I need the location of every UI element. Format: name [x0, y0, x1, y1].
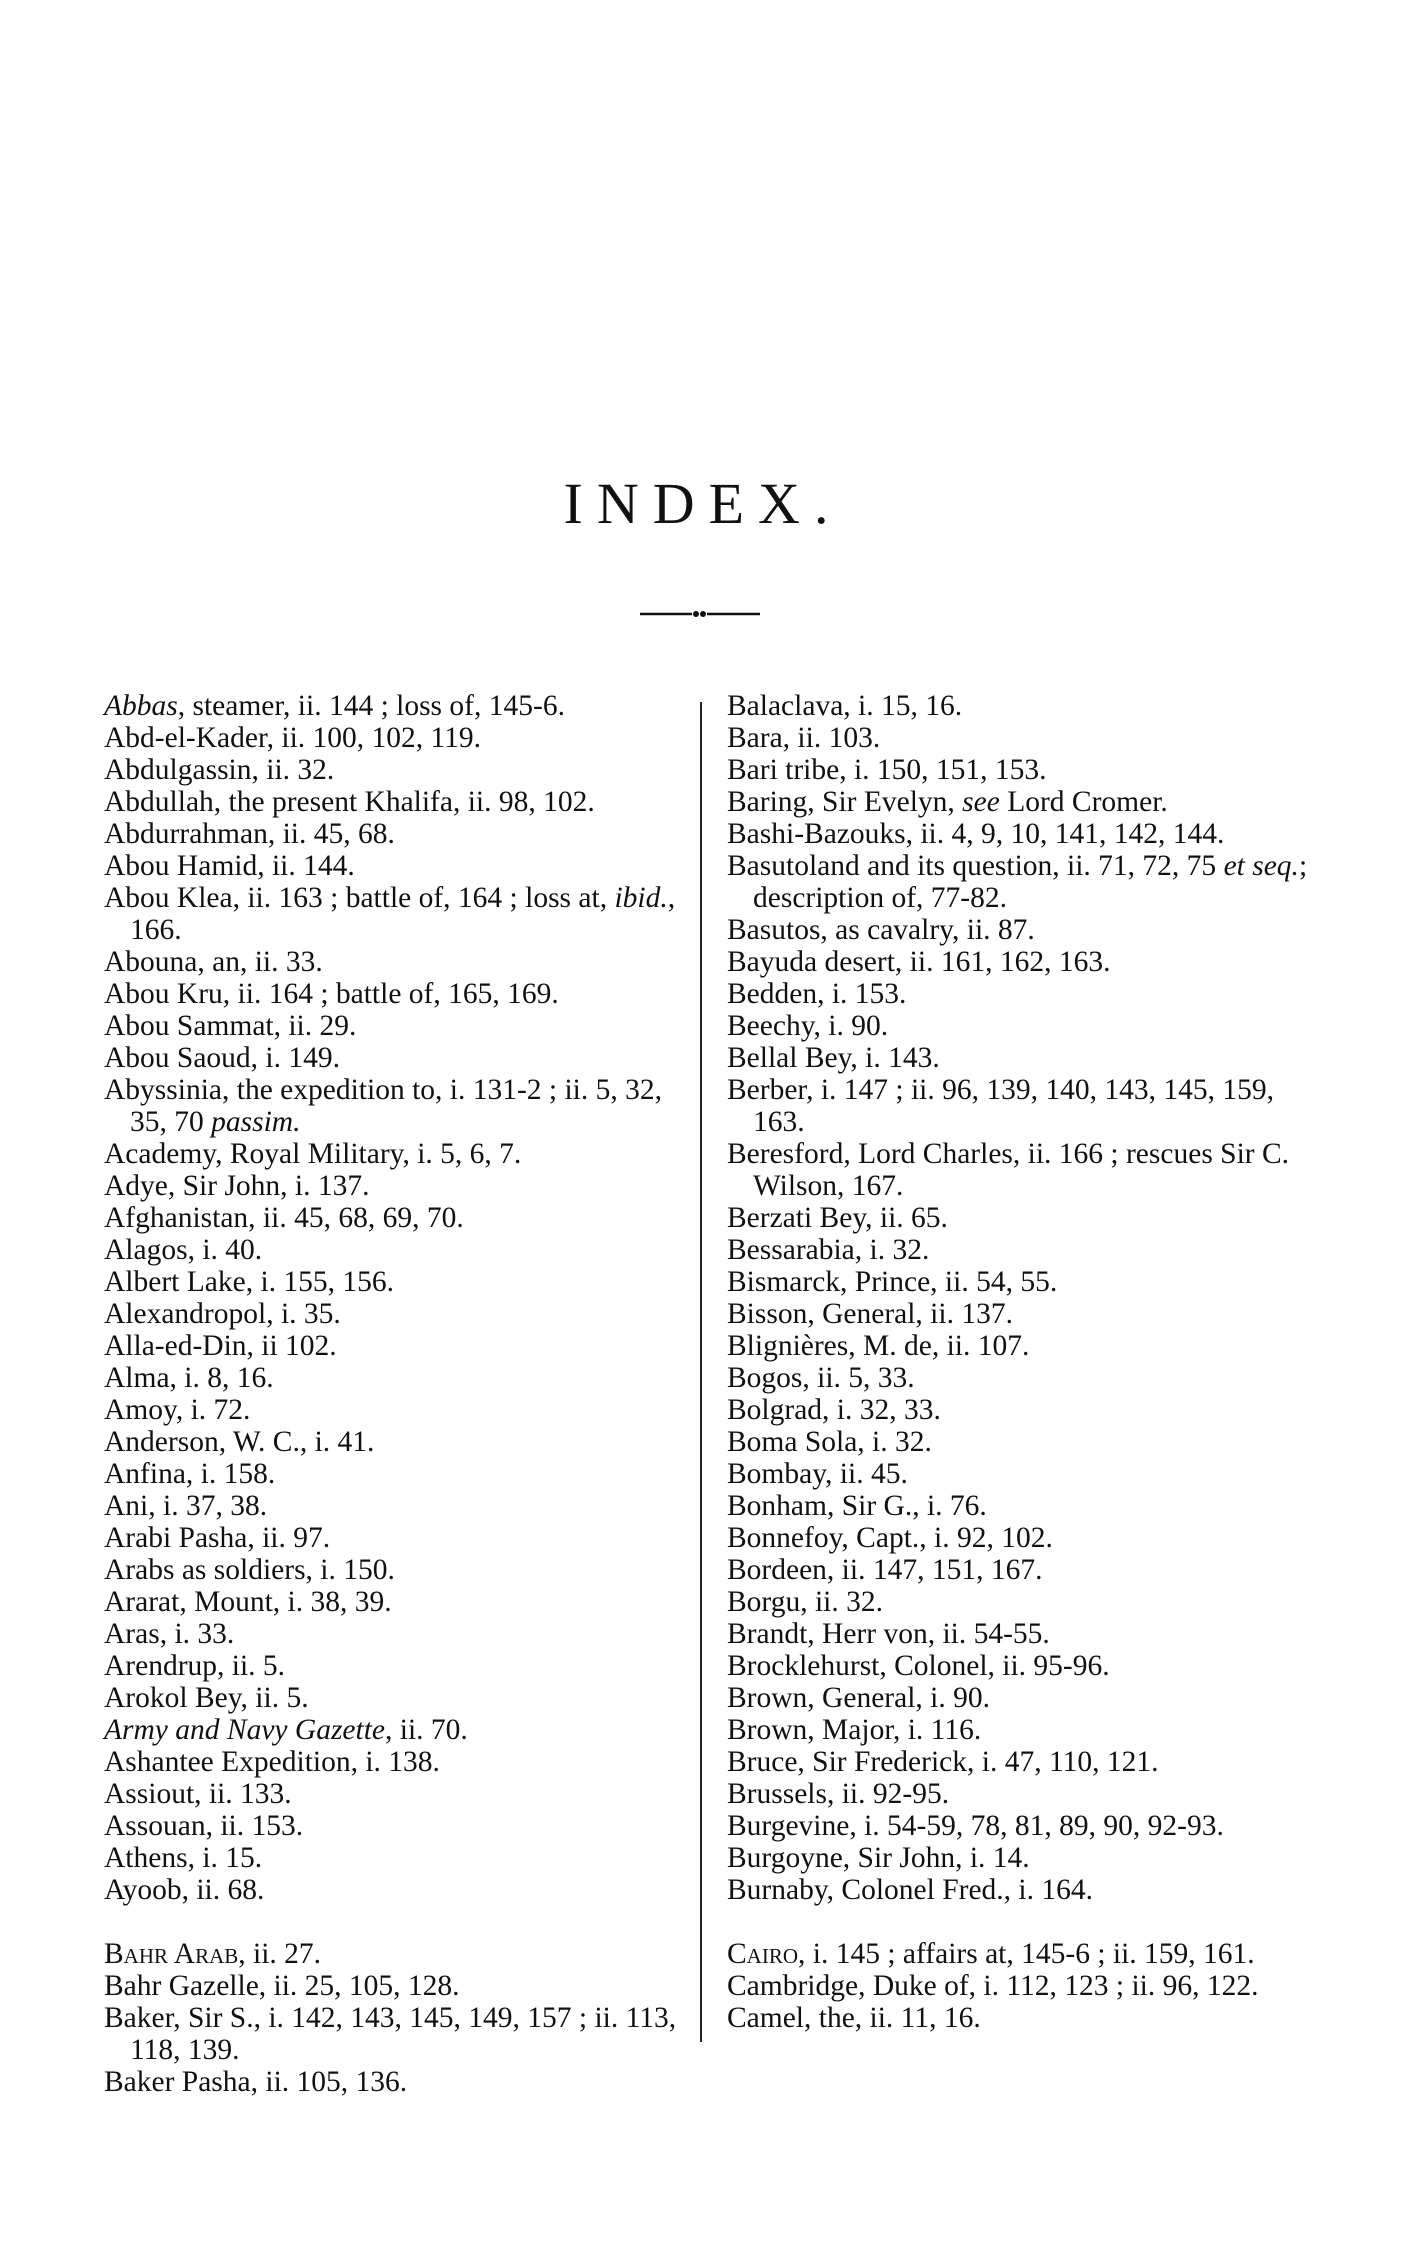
index-entry	[727, 914, 1322, 946]
index-entry-text: Burnaby, Colonel Fred., i. 164.	[727, 1874, 1093, 1906]
index-entry-text: Baker, Sir S., i. 142, 143, 145, 149, 157 ; ii. 113, 118, 139.	[104, 2002, 677, 2066]
index-entry	[104, 1938, 684, 1970]
index-entry	[727, 1810, 1322, 1842]
index-entry-text: Beechy, i. 90.	[727, 1010, 889, 1042]
index-entry-text: Berber, i. 147 ; ii. 96, 139, 140, 143, 145, 159, 163.	[727, 1074, 1274, 1138]
index-entry	[727, 1362, 1322, 1394]
index-entry-text: Bordeen, ii. 147, 151, 167.	[727, 1554, 1043, 1586]
index-entry-text: Arokol Bey, ii. 5.	[104, 1682, 309, 1714]
index-entry-text: Bonham, Sir G., i. 76.	[727, 1490, 987, 1522]
index-entry-text: Ayoob, ii. 68.	[104, 1874, 265, 1906]
index-entry-text: Abdurrahman, ii. 45, 68.	[104, 818, 395, 850]
index-entry	[727, 1586, 1322, 1618]
index-entry	[727, 1778, 1322, 1810]
index-entry	[104, 1170, 684, 1202]
index-entry-text: Bogos, ii. 5, 33.	[727, 1362, 915, 1394]
index-entry	[727, 1010, 1322, 1042]
index-entry	[104, 1554, 684, 1586]
index-entry-text: Arendrup, ii. 5.	[104, 1650, 286, 1682]
index-entry	[727, 1554, 1322, 1586]
index-entry-text: Burgevine, i. 54-59, 78, 81, 89, 90, 92-93.	[727, 1810, 1224, 1842]
index-entry-italic: et seq.	[1223, 850, 1299, 882]
index-entry	[727, 1842, 1322, 1874]
index-entry	[727, 786, 1322, 818]
index-entry	[727, 1490, 1322, 1522]
index-entry	[727, 690, 1322, 722]
index-entry	[104, 1810, 684, 1842]
index-entry-text: Abou Kru, ii. 164 ; battle of, 165, 169.	[104, 978, 559, 1010]
index-entry	[104, 1842, 684, 1874]
index-entry	[104, 1682, 684, 1714]
index-entry	[104, 1490, 684, 1522]
index-entry	[104, 1746, 684, 1778]
index-entry-text: Anderson, W. C., i. 41.	[104, 1426, 375, 1458]
index-entry	[727, 1234, 1322, 1266]
index-entry	[104, 722, 684, 754]
index-entry-text: Athens, i. 15.	[104, 1842, 263, 1874]
index-entry-text: Boma Sola, i. 32.	[727, 1426, 932, 1458]
index-entry-text: Abou Klea, ii. 163 ; battle of, 164 ; loss at,	[104, 882, 615, 914]
index-entry-text: Abdullah, the present Khalifa, ii. 98, 102.	[104, 786, 595, 818]
index-entry-italic: ibid.	[614, 882, 668, 914]
index-entry	[104, 1042, 684, 1074]
index-entry-text: Bismarck, Prince, ii. 54, 55.	[727, 1266, 1058, 1298]
index-entry	[727, 1202, 1322, 1234]
index-entry-text: Bolgrad, i. 32, 33.	[727, 1394, 941, 1426]
index-entry	[727, 1714, 1322, 1746]
index-entry	[727, 978, 1322, 1010]
index-entry-text: Brown, Major, i. 116.	[727, 1714, 982, 1746]
index-entry	[104, 978, 684, 1010]
index-entry	[104, 1970, 684, 2002]
index-entry-text: Abouna, an, ii. 33.	[104, 946, 323, 978]
index-entry-text: Abdulgassin, ii. 32.	[104, 754, 335, 786]
index-entry-text: , ii. 70.	[385, 1714, 468, 1746]
index-entry-text: Brandt, Herr von, ii. 54-55.	[727, 1618, 1050, 1650]
index-entry	[104, 1362, 684, 1394]
index-entry	[727, 1874, 1322, 1906]
index-entry-text: Beresford, Lord Charles, ii. 166 ; rescues Sir C. Wilson, 167.	[727, 1138, 1290, 1202]
index-entry	[727, 1938, 1322, 1970]
index-entry-text: Balaclava, i. 15, 16.	[727, 690, 963, 722]
index-column-right	[727, 690, 1322, 2034]
index-entry	[104, 786, 684, 818]
ornament-divider	[640, 608, 760, 620]
index-entry-text: Berzati Bey, ii. 65.	[727, 1202, 948, 1234]
index-entry	[104, 1714, 684, 1746]
index-entry-italic: passim.	[211, 1106, 301, 1138]
index-entry-text: Brocklehurst, Colonel, ii. 95-96.	[727, 1650, 1110, 1682]
index-entry	[104, 1874, 684, 1906]
index-entry-text: Amoy, i. 72.	[104, 1394, 251, 1426]
index-entry	[727, 2002, 1322, 2034]
index-entry-text: Bruce, Sir Frederick, i. 47, 110, 121.	[727, 1746, 1159, 1778]
index-entry-text: Afghanistan, ii. 45, 68, 69, 70.	[104, 1202, 464, 1234]
index-entry	[727, 722, 1322, 754]
index-entry-text: Bellal Bey, i. 143.	[727, 1042, 940, 1074]
index-entry	[104, 2066, 684, 2098]
index-entry	[104, 1394, 684, 1426]
index-entry	[727, 1330, 1322, 1362]
index-entry-heading: Army and Navy Gazette	[104, 1714, 385, 1746]
index-entry-text: Basutos, as cavalry, ii. 87.	[727, 914, 1035, 946]
index-entry-text: Ashantee Expedition, i. 138.	[104, 1746, 440, 1778]
index-entry-text: Bayuda desert, ii. 161, 162, 163.	[727, 946, 1111, 978]
index-entry	[104, 1650, 684, 1682]
index-entry-text: , ii. 27.	[238, 1938, 322, 1970]
index-entry	[104, 1426, 684, 1458]
index-entry	[104, 1522, 684, 1554]
index-entry-tail: ; description of, 77-82.	[753, 850, 1308, 914]
index-entry-tail: Lord Cromer.	[999, 786, 1168, 818]
index-entry	[727, 1138, 1322, 1202]
index-entry-text: Bonnefoy, Capt., i. 92, 102.	[727, 1522, 1053, 1554]
index-entry	[104, 1458, 684, 1490]
index-entry	[727, 850, 1322, 914]
index-entry-text: Brussels, ii. 92-95.	[727, 1778, 950, 1810]
index-entry-text: Abd-el-Kader, ii. 100, 102, 119.	[104, 722, 482, 754]
index-entry	[727, 754, 1322, 786]
index-entry	[104, 754, 684, 786]
index-entry	[104, 946, 684, 978]
index-entry-text: Alexandropol, i. 35.	[104, 1298, 341, 1330]
index-entry-heading: Cairo	[727, 1938, 799, 1970]
index-entry-text: Bashi-Bazouks, ii. 4, 9, 10, 141, 142, 144.	[727, 818, 1225, 850]
index-entry-text: Academy, Royal Military, i. 5, 6, 7.	[104, 1138, 522, 1170]
index-entry	[727, 1074, 1322, 1138]
index-entry-text: , i. 145 ; affairs at, 145-6 ; ii. 159, 161.	[798, 1938, 1255, 1970]
index-entry-italic: see	[962, 786, 1000, 818]
index-entry-text: Alma, i. 8, 16.	[104, 1362, 274, 1394]
index-entry	[104, 1330, 684, 1362]
index-entry	[104, 1778, 684, 1810]
index-entry-text: Abou Saoud, i. 149.	[104, 1042, 340, 1074]
index-entry-text: Ararat, Mount, i. 38, 39.	[104, 1586, 392, 1618]
index-entry	[727, 1650, 1322, 1682]
index-entry-text: Alla-ed-Din, ii 102.	[104, 1330, 337, 1362]
index-entry	[727, 1682, 1322, 1714]
index-entry	[727, 1394, 1322, 1426]
index-column-left	[104, 690, 684, 2098]
index-entry	[727, 1042, 1322, 1074]
index-entry	[727, 1522, 1322, 1554]
index-entry	[104, 2002, 684, 2066]
index-entry-text: Abyssinia, the expedition to, i. 131-2 ; ii. 5, 32, 35, 70	[104, 1074, 662, 1138]
index-entry-text: Burgoyne, Sir John, i. 14.	[727, 1842, 1030, 1874]
index-entry-text: Blignières, M. de, ii. 107.	[727, 1330, 1030, 1362]
index-entry-text: Baring, Sir Evelyn,	[727, 786, 963, 818]
index-entry	[104, 882, 684, 946]
index-entry-text: Aras, i. 33.	[104, 1618, 235, 1650]
index-entry	[104, 850, 684, 882]
index-entry-text: Alagos, i. 40.	[104, 1234, 263, 1266]
index-entry	[104, 690, 684, 722]
index-entry-text: Albert Lake, i. 155, 156.	[104, 1266, 395, 1298]
index-entry-text: Bessarabia, i. 32.	[727, 1234, 930, 1266]
index-entry-text: Baker Pasha, ii. 105, 136.	[104, 2066, 408, 2098]
index-entry-text: Abou Sammat, ii. 29.	[104, 1010, 357, 1042]
index-entry-text: Adye, Sir John, i. 137.	[104, 1170, 370, 1202]
index-entry-text: Bara, ii. 103.	[727, 722, 881, 754]
index-entry	[104, 1586, 684, 1618]
index-entry	[727, 946, 1322, 978]
index-entry	[104, 1266, 684, 1298]
index-entry	[104, 1618, 684, 1650]
index-entry-heading: Abbas	[104, 690, 178, 722]
index-entry	[104, 818, 684, 850]
index-entry	[727, 1426, 1322, 1458]
index-entry-text: Cambridge, Duke of, i. 112, 123 ; ii. 96, 122.	[727, 1970, 1259, 2002]
index-entry-tail: , 166.	[130, 882, 676, 946]
index-entry-text: Arabi Pasha, ii. 97.	[104, 1522, 331, 1554]
index-entry-text: Brown, General, i. 90.	[727, 1682, 990, 1714]
index-entry-text: Borgu, ii. 32.	[727, 1586, 883, 1618]
index-entry-text: , steamer, ii. 144 ; loss of, 145-6.	[177, 690, 565, 722]
index-entry-text: Assiout, ii. 133.	[104, 1778, 292, 1810]
index-entry	[104, 1202, 684, 1234]
page-title: INDEX.	[563, 471, 843, 536]
index-entry-text: Bombay, ii. 45.	[727, 1458, 908, 1490]
index-entry	[727, 818, 1322, 850]
index-entry-text: Bahr Gazelle, ii. 25, 105, 128.	[104, 1970, 460, 2002]
index-entry-text: Bedden, i. 153.	[727, 978, 907, 1010]
index-entry-text: Anfina, i. 158.	[104, 1458, 276, 1490]
index-entry	[727, 1298, 1322, 1330]
index-entry	[104, 1074, 684, 1138]
index-entry	[104, 1298, 684, 1330]
index-entry	[727, 1618, 1322, 1650]
index-entry-text: Camel, the, ii. 11, 16.	[727, 2002, 981, 2034]
index-entry	[727, 1458, 1322, 1490]
index-entry-text: Basutoland and its question, ii. 71, 72, 75	[727, 850, 1224, 882]
index-entry	[104, 1010, 684, 1042]
index-entry	[727, 1970, 1322, 2002]
index-entry-heading: Bahr Arab	[104, 1938, 239, 1970]
column-divider	[700, 702, 702, 2042]
index-entry	[104, 1234, 684, 1266]
index-entry-text: Bari tribe, i. 150, 151, 153.	[727, 754, 1047, 786]
index-entry	[104, 1138, 684, 1170]
index-entry-text: Bisson, General, ii. 137.	[727, 1298, 1013, 1330]
index-entry	[727, 1266, 1322, 1298]
index-entry-text: Ani, i. 37, 38.	[104, 1490, 268, 1522]
index-entry	[727, 1746, 1322, 1778]
index-entry-text: Assouan, ii. 153.	[104, 1810, 304, 1842]
index-entry-text: Abou Hamid, ii. 144.	[104, 850, 355, 882]
index-entry-text: Arabs as soldiers, i. 150.	[104, 1554, 395, 1586]
